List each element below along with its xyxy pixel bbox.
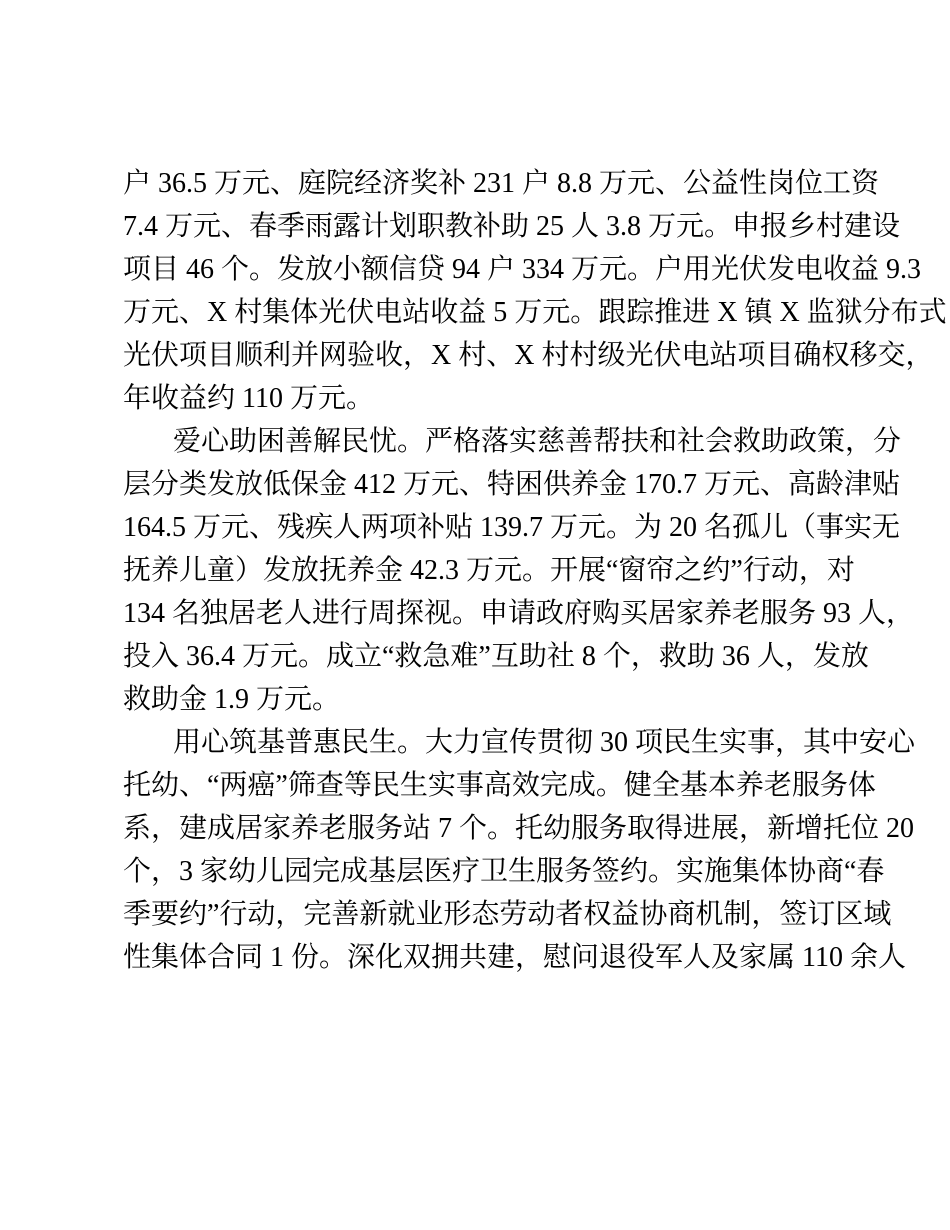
text-line: 托幼、“两癌”筛查等民生实事高效完成。健全基本养老服务体 xyxy=(123,770,876,801)
document-text-block xyxy=(123,162,947,979)
text-line: 164.5 万元、残疾人两项补贴 139.7 万元。为 20 名孤儿（事实无 xyxy=(123,512,901,543)
text-line: 投入 36.4 万元。成立“救急难”互助社 8 个，救助 36 人，发放 xyxy=(123,641,869,672)
text-line: 户 36.5 万元、庭院经济奖补 231 户 8.8 万元、公益性岗位工资 xyxy=(123,168,880,199)
text-line: 救助金 1.9 万元。 xyxy=(123,684,341,715)
text-line: 系，建成居家养老服务站 7 个。托幼服务取得进展，新增托位 20 xyxy=(123,813,915,844)
text-line: 性集体合同 1 份。深化双拥共建，慰问退役军人及家属 110 余人 xyxy=(123,942,906,973)
text-line: 用心筑基普惠民生。大力宣传贯彻 30 项民生实事，其中安心 xyxy=(173,727,916,758)
text-line: 万元、X 村集体光伏电站收益 5 万元。跟踪推进 X 镇 X 监狱分布式 xyxy=(123,297,947,328)
text-line: 抚养儿童）发放抚养金 42.3 万元。开展“窗帘之约”行动，对 xyxy=(123,555,855,586)
text-line: 年收益约 110 万元。 xyxy=(123,383,374,414)
text-line: 爱心助困善解民忧。严格落实慈善帮扶和社会救助政策，分 xyxy=(173,426,902,457)
text-line: 134 名独居老人进行周探视。申请政府购买居家养老服务 93 人， xyxy=(123,598,915,629)
text-line: 7.4 万元、春季雨露计划职教补助 25 人 3.8 万元。申报乡村建设 xyxy=(123,211,901,242)
text-line: 季要约”行动，完善新就业形态劳动者权益协商机制，签订区域 xyxy=(123,899,892,930)
text-line: 层分类发放低保金 412 万元、特困供养金 170.7 万元、高龄津贴 xyxy=(123,469,901,500)
text-line: 光伏项目顺利并网验收，X 村、X 村村级光伏电站项目确权移交， xyxy=(123,340,934,371)
paragraph xyxy=(123,721,916,979)
paragraph xyxy=(123,420,915,721)
text-line: 个，3 家幼儿园完成基层医疗卫生服务签约。实施集体协商“春 xyxy=(123,856,885,887)
paragraph xyxy=(123,162,947,420)
text-line: 项目 46 个。发放小额信贷 94 户 334 万元。户用光伏发电收益 9.3 xyxy=(123,254,922,285)
